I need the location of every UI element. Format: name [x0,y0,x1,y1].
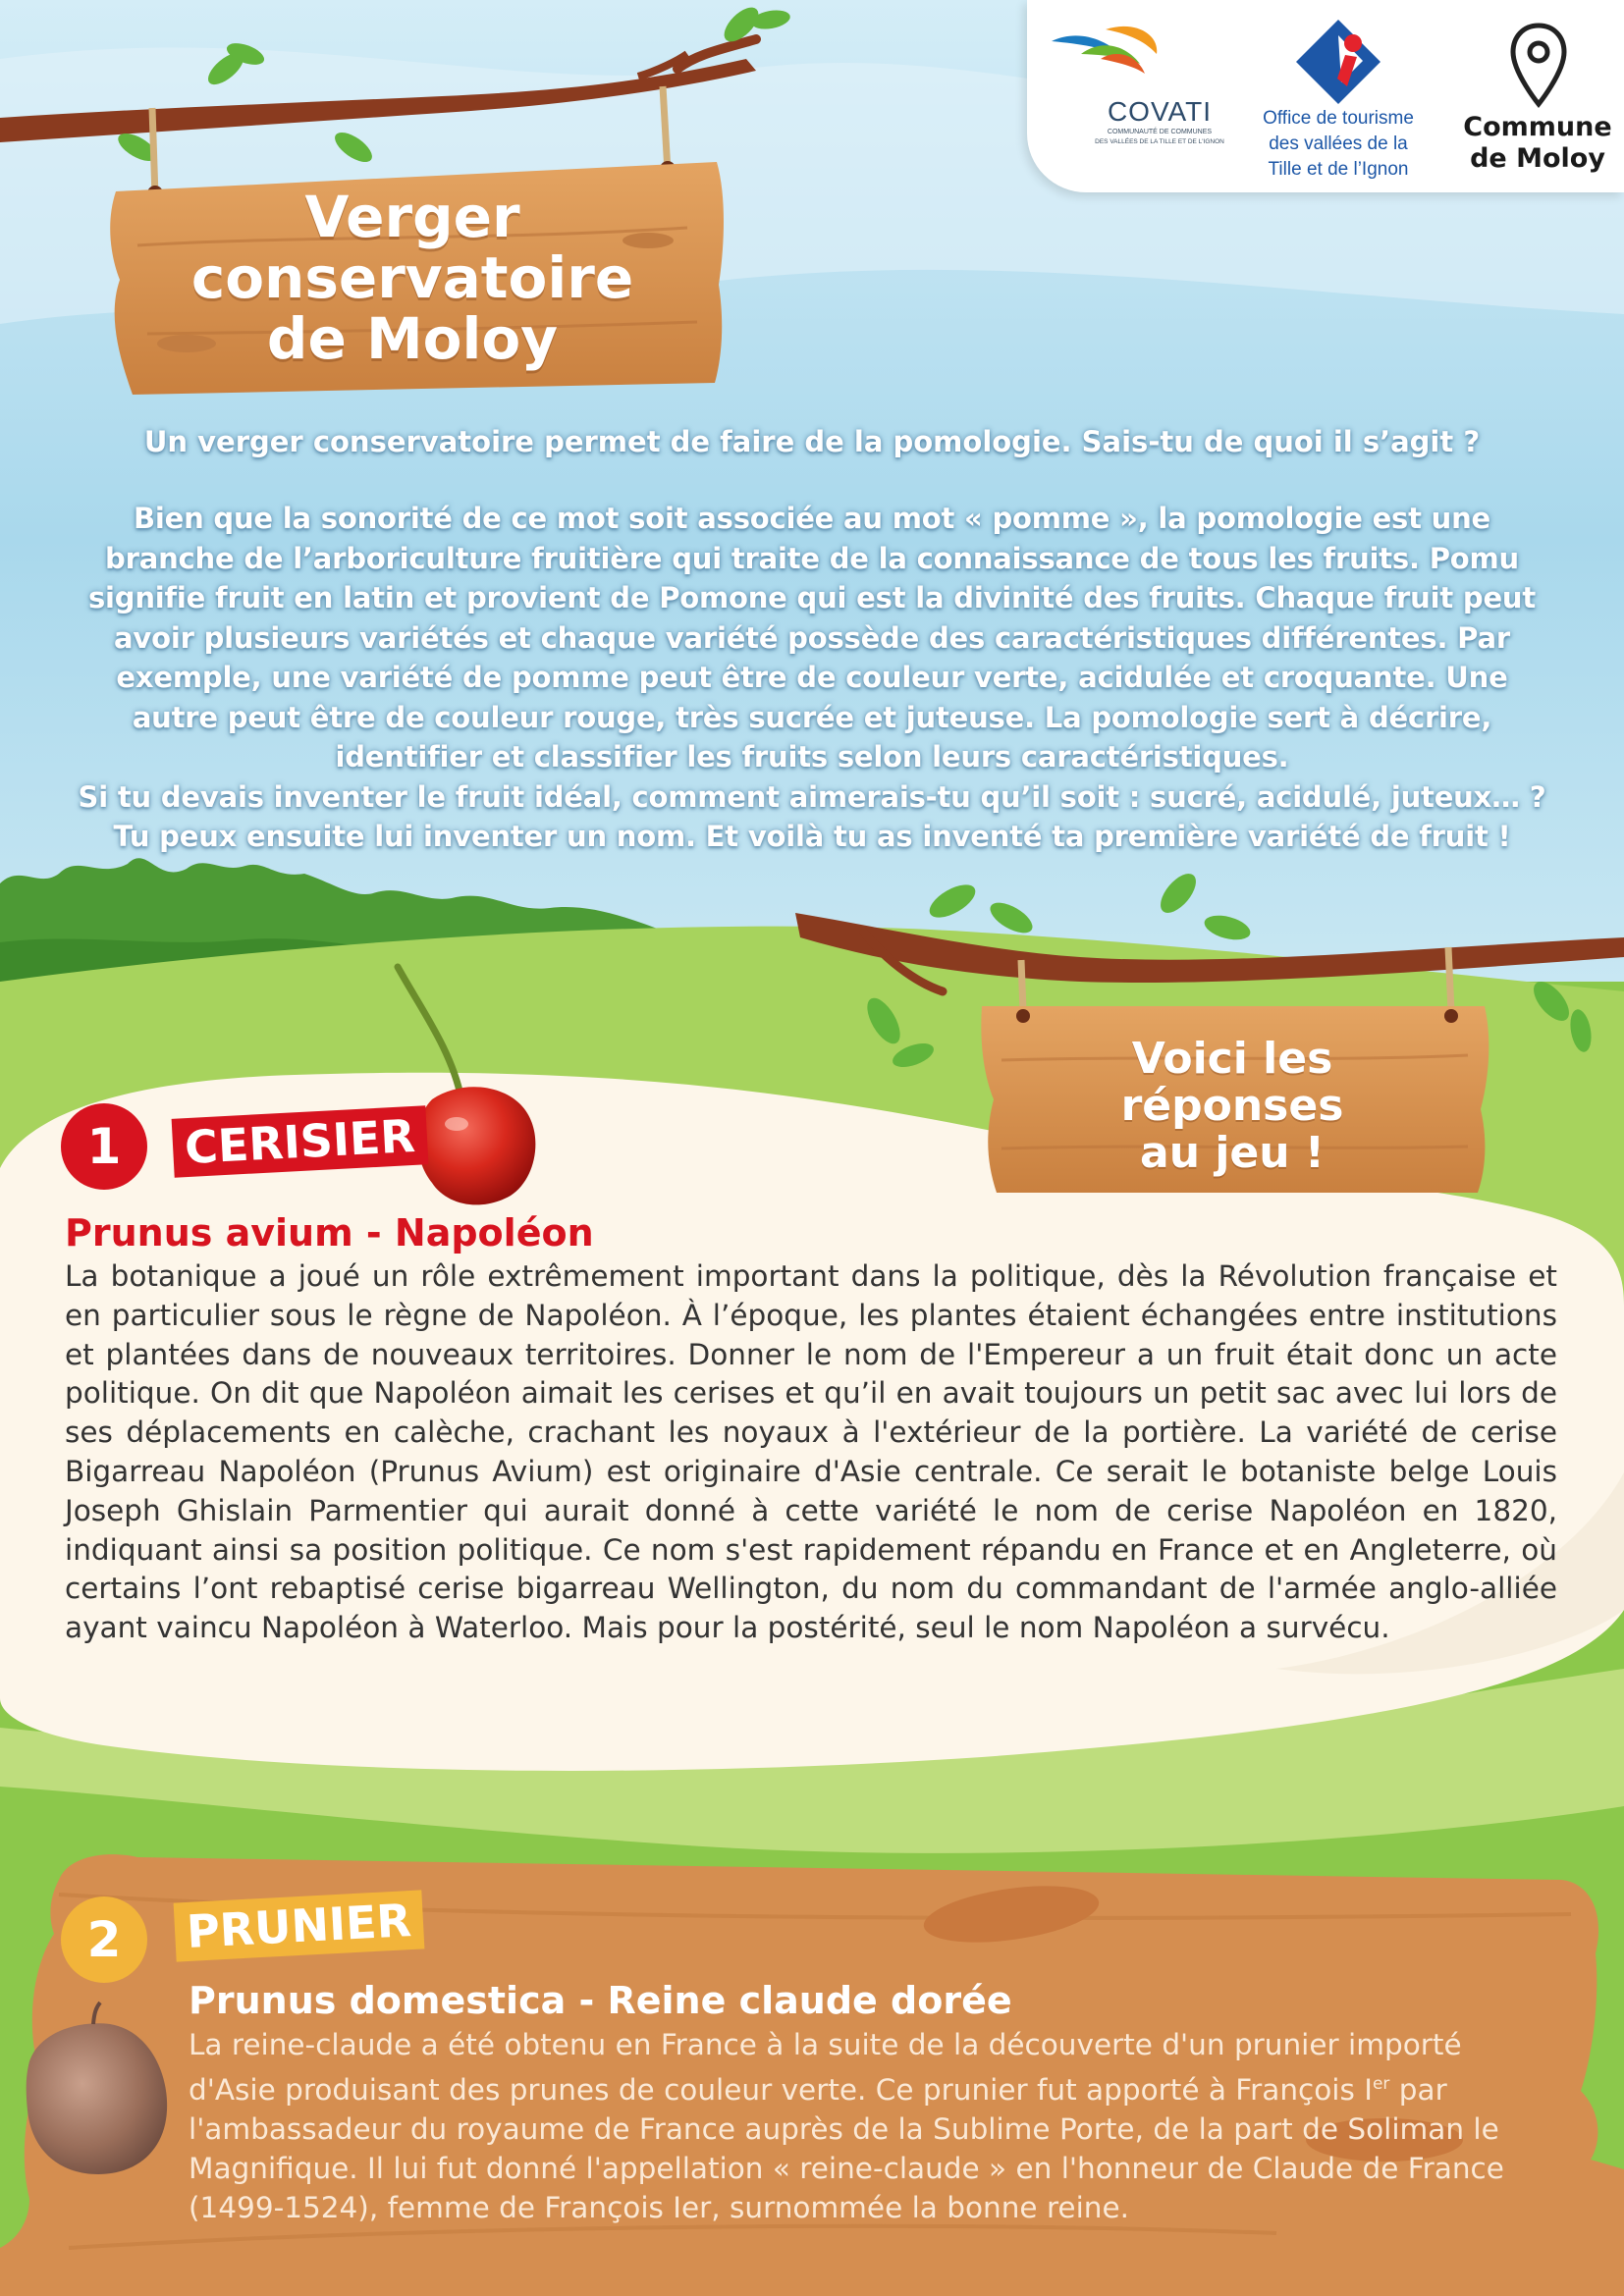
superscript: er [1372,2074,1390,2094]
office-tourisme-logo-icon [1294,18,1382,106]
section-subtitle: Prunus avium - Napoléon [65,1211,594,1255]
answers-line-3: au jeu ! [1140,1128,1325,1178]
covati-logo-icon [1047,20,1164,88]
answers-line-2: réponses [1120,1081,1344,1131]
intro-question: Un verger conservatoire permet de faire de la pomologie. Sais-tu de quoi il s’agit ? [143,425,1481,458]
intro-line: Tu peux ensuite lui inventer un nom. Et voilà tu as inventé ta première variété de fruit ! [113,820,1511,853]
intro-line: autre peut être de couleur rouge, très sucrée et juteuse. La pomologie sert à décrire, [132,700,1492,734]
commune-line1: Commune [1463,112,1612,142]
section-text [189,2025,1534,2227]
intro-line: identifier et classifier les fruits selon leurs caractéristiques. [335,740,1289,774]
title-line-1: Verger [304,184,520,250]
intro-text [10,422,1614,857]
map-pin-icon [1508,22,1569,110]
section-label: PRUNIER [174,1890,425,1961]
intro-line: Bien que la sonorité de ce mot soit associée au mot « pomme », la pomologie est une [133,502,1491,535]
text-part: La reine-claude a été obtenu en France à la suite de la découverte d'un prunier importé d'Asie produisant des prunes de couleur verte. Ce prunier fut apporté à François I [189,2028,1462,2107]
page-title [108,184,717,372]
section-number-badge: 2 [61,1896,147,1983]
title-line-3: de Moloy [266,305,559,372]
covati-sub1: COMMUNAUTÉ DE COMMUNES [1107,129,1213,135]
answers-line-1: Voici les [1131,1034,1333,1084]
intro-line: branche de l’arboriculture fruitière qui traite de la connaissance de tous les fruits. Pomu [105,541,1519,575]
intro-line: exemple, une variété de pomme peut être de couleur verte, acidulée et croquante. Une [116,661,1508,694]
section-text: La botanique a joué un rôle extrêmement important dans la politique, dès la Révolution française et en particulier sous le règne de Napoléon. À l’époque, les plantes étaient échangées entre institutions et plantées dans de nouveaux territoires. Donner le nom de l'Empereur a un fruit était donc un acte politique. On dit que Napoléon aimait les cerises et qu’il en avait toujours un petit sac avec lui lors de ses déplacements en calèche, crachant les noyaux à l'extérieur de la portière. La variété de cerise Bigarreau Napoléon (Prunus Avium) est originaire d'Asie centrale. Ce serait le botaniste belge Louis Joseph Ghislain Parmentier qui aurait donné à cette variété le nom de cerise Napoléon en 1820, indiquant ainsi sa position politique. Ce nom s'est rapidement répandu en France et en Angleterre, où certains l’ont rebaptisé cerise bigarreau Wellington, du nom du commandant de l'armée anglo-alliée ayant vaincu Napoléon à Waterloo. Mais pour la postérité, seul le nom Napoléon a survécu. [65,1259,1557,1645]
section-subtitle: Prunus domestica - Reine claude dorée [189,1979,1012,2022]
covati-name: COVATI [1107,96,1213,127]
partner-logos [1027,0,1624,192]
text-part: par l'ambassadeur du royaume de France auprès de la Sublime Porte, de la part de Soliman le Magnifique. Il lui fut donné l'appellation « reine-claude » en l'honneur de Claude de France (1499-1524), femme de François Ier, surnommée la bonne reine. [189,2072,1504,2224]
intro-line: Si tu devais inventer le fruit idéal, comment aimerais-tu qu’il soit : sucré, acidulé, juteux… ? [78,779,1546,814]
section-number-badge: 1 [61,1103,147,1190]
office-line2: des vallées de la [1269,133,1408,154]
covati-sub2: DES VALLÉES DE LA TILLE ET DE L'IGNON [1095,138,1224,145]
intro-line: avoir plusieurs variétés et chaque variété possède des caractéristiques différentes. Par [114,620,1510,655]
office-line3: Tille et de l’Ignon [1268,159,1409,180]
title-line-2: conservatoire [190,244,634,311]
answers-sign [1085,1036,1380,1177]
office-line1: Office de tourisme [1263,108,1414,129]
plum-icon [27,2023,167,2174]
commune-line2: de Moloy [1470,143,1605,174]
section-label: CERISIER [172,1105,429,1177]
intro-line: signifie fruit en latin et provient de Pomone qui est la divinité des fruits. Chaque fruit peut [87,581,1537,614]
